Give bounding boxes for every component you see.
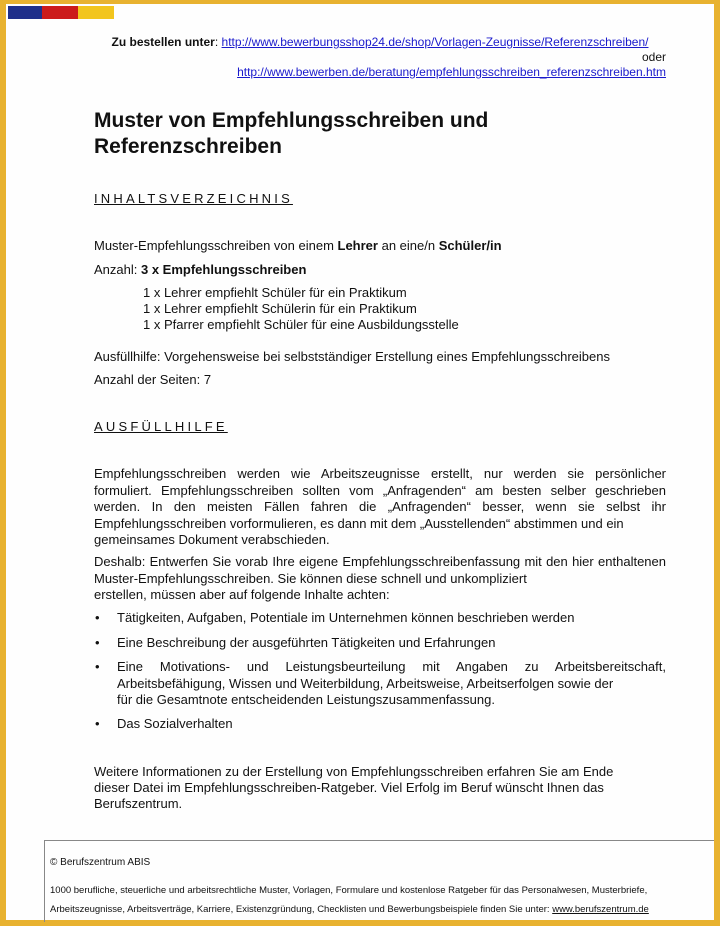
help-p2-text: Deshalb: Entwerfen Sie vorab Ihre eigene Empfehlungsschreibenfassung mit den hier enthaltenen Muster-Empfehlungsschreiben. Sie können diese schnell und unkompliziert bbox=[94, 554, 666, 586]
bullet-item: Tätigkeiten, Aufgaben, Potentiale im Unternehmen können beschrieben werden bbox=[117, 610, 575, 625]
flag-stripe-red bbox=[42, 6, 78, 19]
footer-copyright: © Berufszentrum ABIS bbox=[50, 857, 151, 868]
bullet-marker: • bbox=[95, 659, 100, 674]
help-paragraph-1 bbox=[94, 466, 666, 549]
toc-line-1 bbox=[94, 238, 502, 253]
footer-line-2-text: Arbeitszeugnisse, Arbeitsverträge, Karriere, Existenzgründung, Checklisten und Bewerbungsbeispiele finden Sie unter: bbox=[50, 904, 553, 915]
toc-count bbox=[94, 262, 306, 277]
help-paragraph-2 bbox=[94, 554, 666, 604]
bullet-3-text: Eine Motivations- und Leistungsbeurteilung mit Angaben zu Arbeitsbereitschaft, Arbeitsbefähigung, Wissen und Weiterbildung, Arbeitsweise, Arbeitserfolgen sowie der bbox=[117, 659, 666, 691]
bullet-marker: • bbox=[95, 635, 100, 650]
shop-link[interactable]: http://www.bewerbungsshop24.de/shop/Vorlagen-Zeugnisse/Referenzschreiben/ bbox=[221, 35, 649, 49]
toc-count-label: Anzahl: bbox=[94, 262, 141, 277]
order-oder: oder bbox=[641, 50, 666, 64]
bullet-item: Eine Beschreibung der ausgeführten Tätigkeiten und Erfahrungen bbox=[117, 635, 496, 650]
toc-item: 1 x Pfarrer empfiehlt Schüler für eine Ausbildungsstelle bbox=[143, 317, 459, 332]
toc-pages: Anzahl der Seiten: 7 bbox=[94, 372, 212, 387]
closing-line: Berufszentrum. bbox=[94, 796, 183, 811]
order-line-2 bbox=[94, 65, 666, 79]
toc-item: 1 x Lehrer empfiehlt Schüler für ein Praktikum bbox=[143, 285, 407, 300]
toc-help-line: Ausfüllhilfe: Vorgehensweise bei selbstständiger Erstellung eines Empfehlungsschreibens bbox=[94, 349, 610, 364]
toc-count-value: 3 x Empfehlungsschreiben bbox=[140, 262, 307, 277]
closing-line: dieser Datei im Empfehlungsschreiben-Ratgeber. Viel Erfolg im Beruf wünscht Ihnen das bbox=[94, 780, 604, 795]
closing-line: Weitere Informationen zu der Erstellung von Empfehlungsschreiben erfahren Sie am Ende bbox=[94, 764, 614, 779]
help-heading: AUSFÜLLHILFE bbox=[94, 419, 228, 434]
flag-stripe-yellow bbox=[78, 6, 114, 19]
toc-line-1-c: an eine/n bbox=[377, 238, 439, 253]
toc-line-1-b: Lehrer bbox=[337, 238, 378, 253]
help-p2-last: erstellen, müssen aber auf folgende Inhalte achten: bbox=[94, 587, 390, 603]
bullet-marker: • bbox=[95, 610, 100, 625]
toc-line-1-a: Muster-Empfehlungsschreiben von einem bbox=[94, 238, 338, 253]
bullet-3-last: für die Gesamtnote entscheidenden Leistungszusammenfassung. bbox=[117, 692, 495, 708]
footer-line-1: 1000 berufliche, steuerliche und arbeitsrechtliche Muster, Vorlagen, Formulare und kostenlose Ratgeber für das Personalwesen, Musterbriefe, bbox=[50, 885, 648, 896]
bullet-item bbox=[117, 659, 666, 709]
order-label: Zu bestellen unter bbox=[111, 35, 215, 49]
order-colon: : bbox=[214, 35, 219, 49]
page-title: Muster von Empfehlungsschreiben und Referenzschreiben bbox=[94, 109, 489, 158]
order-line bbox=[94, 35, 666, 49]
flag-stripe-blue bbox=[8, 6, 42, 19]
help-p1-text: Empfehlungsschreiben werden wie Arbeitszeugnisse erstellt, nur werden sie persönlicher formuliert. Empfehlungsschreiben sollten vom „Anfragenden“ am besten selber geschrieben werden. In den meisten Fällen fahren die „Anfragenden“ besser, wenn sie selbst ihr Empfehlungsschreiben vorformulieren, es dann mit dem „Ausstellenden“ abstimmen und ein bbox=[94, 466, 666, 531]
footer-line-2 bbox=[50, 904, 649, 915]
toc-item: 1 x Lehrer empfiehlt Schülerin für ein Praktikum bbox=[143, 301, 417, 316]
help-p1-last: gemeinsames Dokument verabschieden. bbox=[94, 532, 330, 548]
toc-line-1-d: Schüler/in bbox=[438, 238, 502, 253]
toc-heading: INHALTSVERZEICHNIS bbox=[94, 191, 293, 206]
berufszentrum-link[interactable]: www.berufszentrum.de bbox=[552, 904, 649, 915]
bullet-item: Das Sozialverhalten bbox=[117, 716, 233, 731]
bewerben-link[interactable]: http://www.bewerben.de/beratung/empfehlungsschreiben_referenzschreiben.htm bbox=[237, 65, 666, 79]
bullet-marker: • bbox=[95, 716, 100, 731]
